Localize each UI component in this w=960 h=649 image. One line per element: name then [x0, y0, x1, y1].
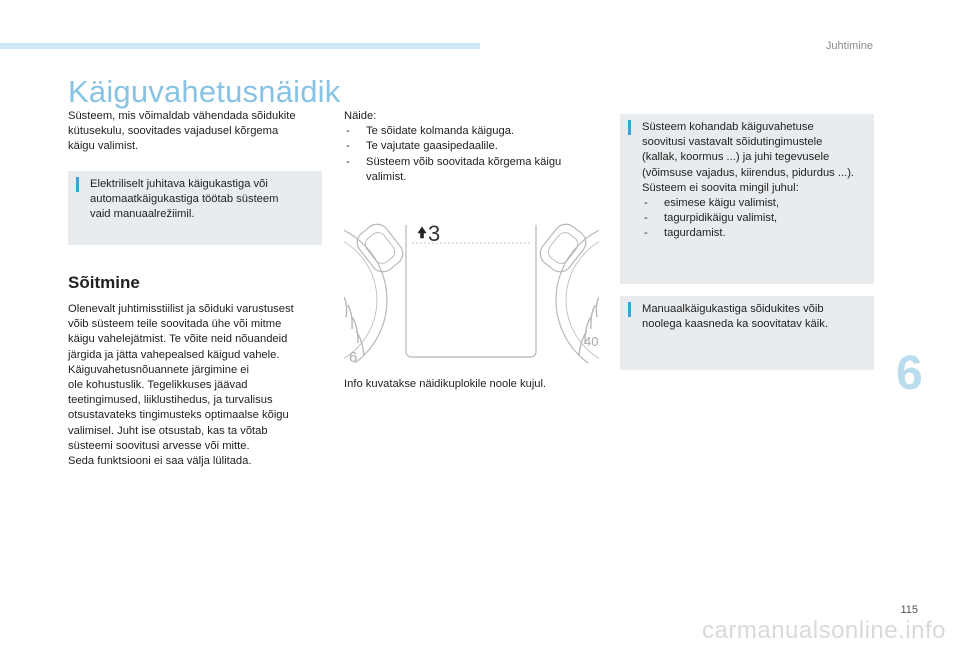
note-accent-bar — [628, 120, 631, 135]
watermark: carmanualsonline.info — [702, 617, 946, 644]
header-bar — [0, 43, 480, 49]
example-block: Näide: - Te sõidate kolmanda käiguga. - Te vajutate gaasipedaalile. - Süsteem võib soovitada kõrgema käigu valimist. — [344, 109, 594, 185]
gauge-right-mark: 40 — [584, 334, 599, 349]
driving-heading: Sõitmine — [68, 273, 140, 292]
gauge-left-mark: 6 — [349, 349, 358, 363]
info-caption: Info kuvatakse näidikuplokile noole kujul. — [344, 378, 547, 390]
driving-paragraph: Olenevalt juhtimisstiilist ja sõiduki varustusest võib süsteem teile soovitada ühe või mitme käigu vahelejätmist. Te võite neid nõuandeid järgida ja jätta vahepealsed käigud vahele. Käiguvahetusnõuannete järgimine ei ole kohustuslik. Tegelikkuses jäävad teetingimused, liiklustihedus, ja turvalisus otsustavateks tingimusteks optimaalse kõigu valimisel. Juht ise otsustab, kas ta võtab süsteemi soovitusi arvesse või mitte. Seda funktsiooni ei saa välja lülitada. — [68, 303, 294, 468]
section-title: Juhtimine — [825, 40, 873, 52]
note-electric: Elektriliselt juhitava käigukastiga või automaatkäigukastiga töötab süsteem vaid manuaalrežiimil. — [68, 171, 322, 245]
page-title: Käiguvahetusnäidik — [68, 74, 341, 109]
page-number: 115 — [900, 604, 918, 616]
note-accent-bar — [76, 177, 79, 192]
intro-paragraph: Süsteem, mis võimaldab vähendada sõidukite kütusekulu, soovitades vajadusel kõrgema käigu valimist. — [68, 110, 296, 153]
note-accent-bar — [628, 302, 631, 317]
note-manual: Manuaalkäigukastiga sõidukites võib noolega kaasneda ka soovitatav käik. — [620, 296, 874, 370]
chapter-number: 6 — [896, 347, 923, 400]
gear-number: 3 — [428, 221, 441, 246]
instrument-cluster-illustration — [344, 205, 599, 363]
note-system: Süsteem kohandab käiguvahetuse soovitusi vastavalt sõidutingimustele (kallak, koormus ...) ja juhi tegevusele (võimsuse vajadus, kiirendus, pidurdus ...). Süsteem ei soovita mingil juhul: - esimese käigu valimist, - tagurpidikäigu valimist, - tagurdamist. — [620, 114, 874, 284]
shift-up-arrow-icon — [418, 227, 426, 238]
